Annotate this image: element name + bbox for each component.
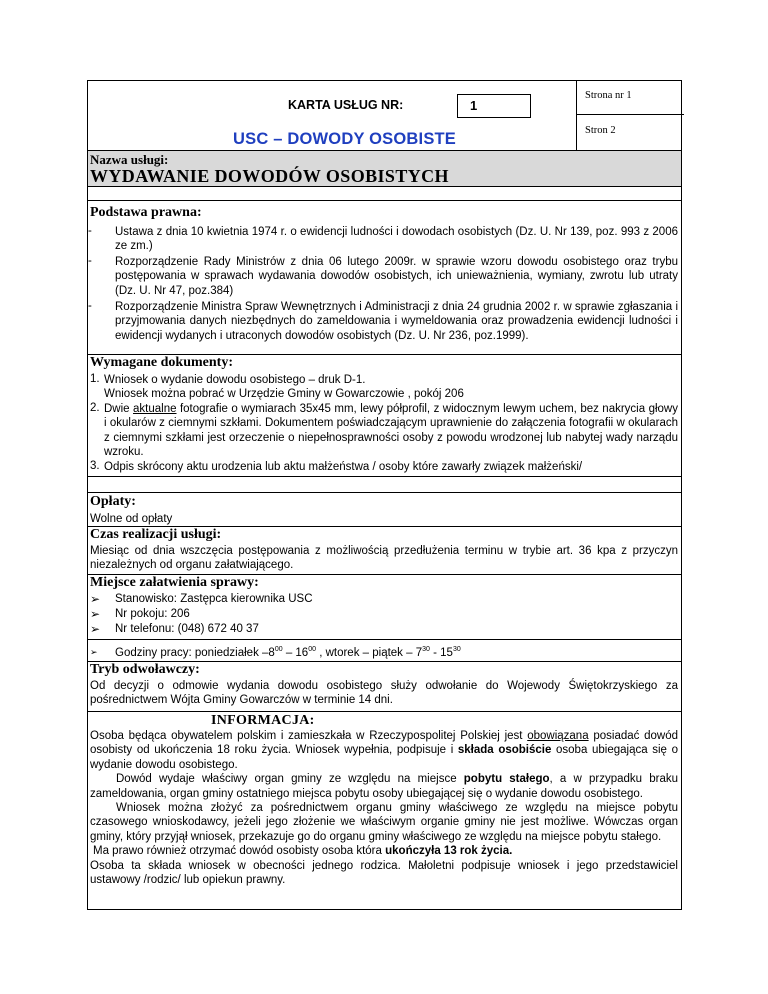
- divider: [88, 492, 681, 493]
- list-item-text: Nr pokoju: 206: [115, 608, 190, 620]
- info-paragraph: Ma prawo również otrzymać dowód osobisty osoba która ukończyła 13 rok życia.: [93, 845, 513, 858]
- list-item: [88, 402, 681, 460]
- fees-text: Wolne od opłaty: [90, 513, 173, 525]
- list-number: 3.: [90, 460, 100, 472]
- list-item-text: Rozporządzenie Ministra Spraw Wewnętrznych i Administracji z dnia 24 grudnia 2002 r. w sprawie zgłaszania i przyjmowania danych niezbędnych do zameldowania i wymeldowania oraz prowadzenia ewidencji ludności i ewidencji wydanych i utraconych dowodów osobistych (Dz. U. Nr 236, poz.1999).: [115, 301, 678, 342]
- info-paragraph: Osoba będąca obywatelem polskim i zamieszkała w Rzeczypospolitej Polskiej jest obowiązana posiadać dowód osobisty od ukończenia 18 roku życia. Wniosek wypełnia, podpisuje i składa osobiście osoba ubiegająca się o wydanie dowodu osobistego.: [90, 730, 678, 771]
- page-counter: [576, 80, 684, 150]
- info-paragraph: Wniosek można złożyć za pośrednictwem organu gminy właściwego ze względu na miejsce pobytu czasowego wnioskodawcy, jeżeli jego złożenie we właściwym organie gminy nie jest możliwe. Wówczas organ gminy, który przyjął wniosek, przekazuje go do organu gminy właściwego ze względu na miejsce pobytu stałego.: [90, 802, 678, 843]
- list-item: [88, 373, 681, 402]
- page-title: USC – DOWODY OSOBISTE: [233, 130, 457, 148]
- list-number: 2.: [90, 402, 100, 414]
- service-card: [87, 80, 682, 910]
- info-paragraph: Dowód wydaje właściwy organ gminy ze względu na miejsce pobytu stałego, a w przypadku braku zameldowania, organ gminy ostatniego miejsca pobytu osoby ubiegającej się o wydanie dowodu osobistego.: [90, 773, 678, 800]
- list-item: [88, 255, 681, 298]
- appeal-heading: Tryb odwoławczy:: [90, 662, 200, 677]
- divider: [88, 639, 681, 640]
- documents-heading: Wymagane dokumenty:: [90, 355, 233, 370]
- list-item-text: Wniosek o wydanie dowodu osobistego – druk D-1.: [104, 374, 366, 386]
- legal-basis-heading: Podstawa prawna:: [90, 205, 202, 220]
- list-item: [88, 460, 681, 474]
- info-paragraph: Osoba ta składa wniosek w obecności jednego rodzica. Małoletni podpisuje wniosek i jego przedstawiciel ustawowy /rodzic/ lub opiekun prawny.: [90, 859, 678, 887]
- card-label: KARTA USŁUG NR:: [288, 98, 404, 112]
- page-total: Stron 2: [585, 125, 616, 136]
- arrow-bullet-icon: ➢: [90, 592, 101, 606]
- list-bullet: -: [88, 225, 92, 237]
- list-item: [88, 225, 681, 254]
- time-heading: Czas realizacji usługi:: [90, 527, 222, 542]
- arrow-bullet-icon: ➢: [90, 607, 101, 621]
- arrow-bullet-icon: ➢: [90, 622, 101, 636]
- list-item-text: Stanowisko: Zastępca kierownika USC: [115, 593, 313, 605]
- info-heading: INFORMACJA:: [211, 713, 315, 728]
- divider: [88, 476, 681, 477]
- list-item-text: Wniosek można pobrać w Urzędzie Gminy w Gowarczowie , pokój 206: [104, 388, 464, 401]
- place-heading: Miejsce załatwienia sprawy:: [90, 575, 259, 590]
- arrow-bullet-icon: ➢: [90, 647, 98, 657]
- list-bullet: -: [88, 255, 92, 267]
- time-text: Miesiąc od dnia wszczęcia postępowania z możliwością przedłużenia terminu w trybie art. 36 kpa z przyczyn niezależnych od organu załatwiającego.: [90, 545, 678, 572]
- list-bullet: -: [88, 300, 92, 312]
- fees-heading: Opłaty:: [90, 494, 136, 509]
- service-label: Nazwa usługi:: [90, 152, 169, 167]
- list-item-text: Nr telefonu: (048) 672 40 37: [115, 623, 259, 635]
- info-body: [90, 729, 678, 887]
- card-number-box: 1: [457, 94, 531, 118]
- page-number: Strona nr 1: [577, 80, 684, 115]
- service-name-band: [88, 150, 681, 187]
- appeal-text: Od decyzji o odmowie wydania dowodu osobistego służy odwołanie do Wojewody Świętokrzyskiego za pośrednictwem Wójta Gminy Gowarczów w terminie 14 dni.: [90, 680, 678, 707]
- divider: [88, 200, 681, 201]
- list-item-text: Rozporządzenie Rady Ministrów z dnia 06 lutego 2009r. w sprawie wzoru dowodu osobistego oraz trybu postępowania w sprawach wydawania dowodów osobistych, ich unieważnienia, wymiany, zwrotu lub utraty (Dz. U. Nr 47, poz.384): [115, 256, 678, 297]
- list-item-text: Odpis skrócony aktu urodzenia lub aktu małżeństwa / osoby które zawarły związek małżeński/: [104, 461, 583, 473]
- working-hours: Godziny pracy: poniedziałek $-8^{00} - 16^{00}$ , wtorek – piątek – $7^{30} - 15^{30}$: [115, 646, 461, 659]
- divider: [88, 711, 681, 712]
- underlined-text: aktualne: [133, 403, 177, 415]
- list-item-text: Ustawa z dnia 10 kwietnia 1974 r. o ewidencji ludności i dowodach osobistych (Dz. U. Nr 139, poz. 993 z 2006 ze zm.): [115, 226, 678, 253]
- list-item-text: Dwie aktualne fotografie o wymiarach 35x45 mm, lewy półprofil, z widocznym lewym uchem, bez nakrycia głowy i okularów z ciemnymi szkłami. Dokumentem poświadczającym uprawnienie do załączenia fotografii w okularach z ciemnymi szkłami jest orzeczenie o niepełnosprawności osoby z powodu wrodzonej lub nabytej wady narządu wzroku.: [104, 403, 678, 459]
- service-name: WYDAWANIE DOWODÓW OSOBISTYCH: [90, 166, 449, 186]
- list-item: [88, 300, 681, 343]
- list-number: 1.: [90, 373, 100, 385]
